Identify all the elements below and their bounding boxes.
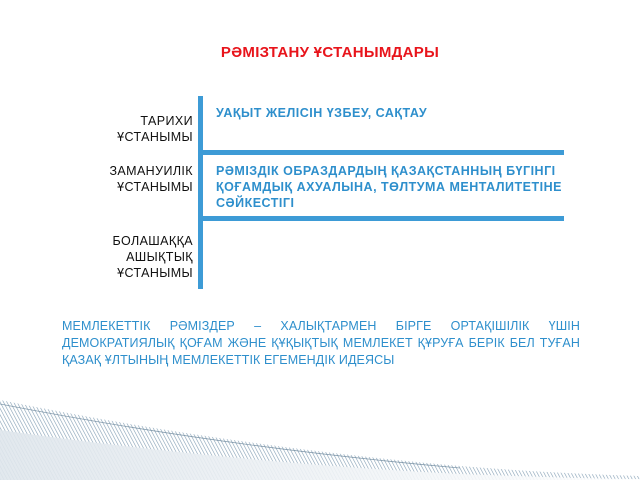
horizontal-divider-2	[198, 216, 564, 221]
principle-description-historical: УАҚЫТ ЖЕЛІСІН ҮЗБЕУ, САҚТАУ	[216, 106, 428, 120]
horizontal-divider-1	[198, 150, 564, 155]
vertical-divider	[198, 96, 203, 289]
principle-description-modern: РӘМІЗДІК ОБРАЗДАРДЫҢ ҚАЗАҚСТАННЫҢ БҮГІНГІ ҚОҒАМДЫҚ АХУАЛЫНА, ТӨЛТУМА МЕНТАЛИТЕТІНЕ СӘЙКЕСТІГІ	[216, 164, 562, 210]
slide-title: РӘМІЗТАНУ ҰСТАНЫМДАРЫ	[220, 44, 440, 61]
slide-paragraph: МЕМЛЕКЕТТІК РӘМІЗДЕР – ХАЛЫҚТАРМЕН БІРГЕ ОРТАҚІШІЛІК ҮШІН ДЕМОКРАТИЯЛЫҚ ҚОҒАМ ЖӘНЕ ҚҰҚЫҚТЫҚ МЕМЛЕКЕТ ҚҰРУҒА БЕРІК БЕЛ ТУҒАН ҚАЗАҚ ҰЛТЫНЫҢ МЕМЛЕКЕТТІК ЕГЕМЕНДІК ИДЕЯСЫ	[62, 319, 580, 367]
principle-label-future: БОЛАШАҚҚА АШЫҚТЫҚ ҰСТАНЫМЫ	[112, 234, 193, 280]
principle-label-modern: ЗАМАНУИЛІК ҰСТАНЫМЫ	[109, 164, 193, 194]
principle-label-historical: ТАРИХИ ҰСТАНЫМЫ	[117, 114, 193, 144]
